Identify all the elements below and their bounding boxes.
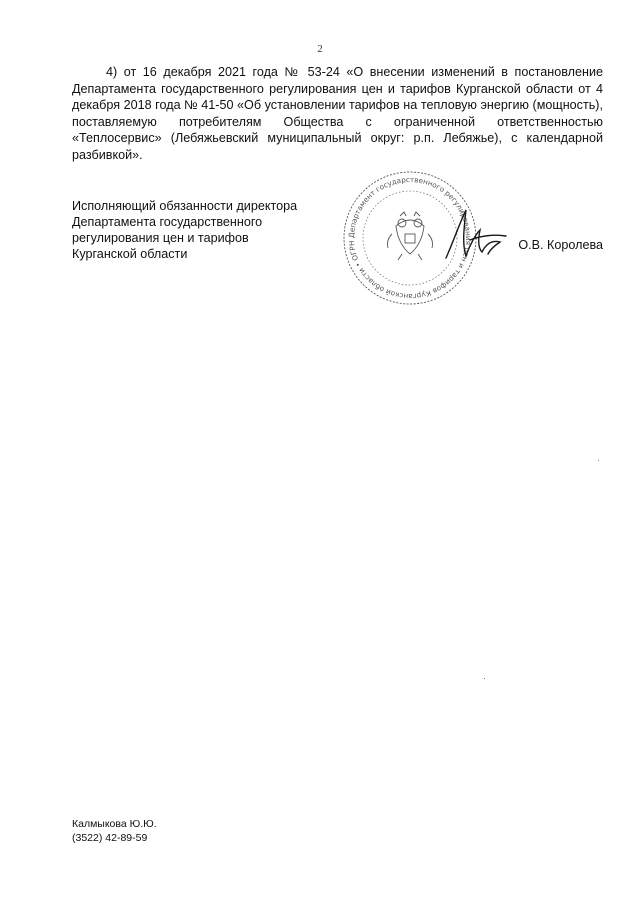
- signer-position-line: регулирования цен и тарифов: [72, 231, 249, 245]
- signer-position: [72, 198, 312, 262]
- executor-phone: (3522) 42-89-59: [72, 831, 148, 844]
- seal-ring-text: Департамент государственного регулирования цен и тарифов Курганской области • ОГРН: [346, 174, 474, 302]
- coat-of-arms-icon: [388, 212, 433, 260]
- executor-contact: [72, 818, 157, 845]
- signer-position-line: Департамента государственного: [72, 215, 263, 229]
- signature: [440, 200, 510, 270]
- body-paragraph: 4) от 16 декабря 2021 года № 53-24 «О внесении изменений в постановление Департамента государственного регулирования цен и тарифов Курганской области от 4 декабря 2018 года № 41-50 «Об установлении тарифов на тепловую энергию (мощность), поставляемую потребителям Общества с ограниченной ответственностью «Теплосервис» (Лебяжьевский муниципальный округ: р.п. Лебяжье), с календарной разбивкой».: [72, 65, 603, 162]
- page-number: 2: [317, 43, 323, 55]
- signer-position-line: Курганской области: [72, 247, 188, 261]
- signer-position-line: Исполняющий обязанности директора: [72, 199, 298, 213]
- scan-speck: [598, 460, 599, 461]
- scan-speck: [484, 678, 485, 679]
- signer-name: О.В. Королева: [518, 238, 603, 252]
- executor-name: Калмыкова Ю.Ю.: [72, 818, 157, 830]
